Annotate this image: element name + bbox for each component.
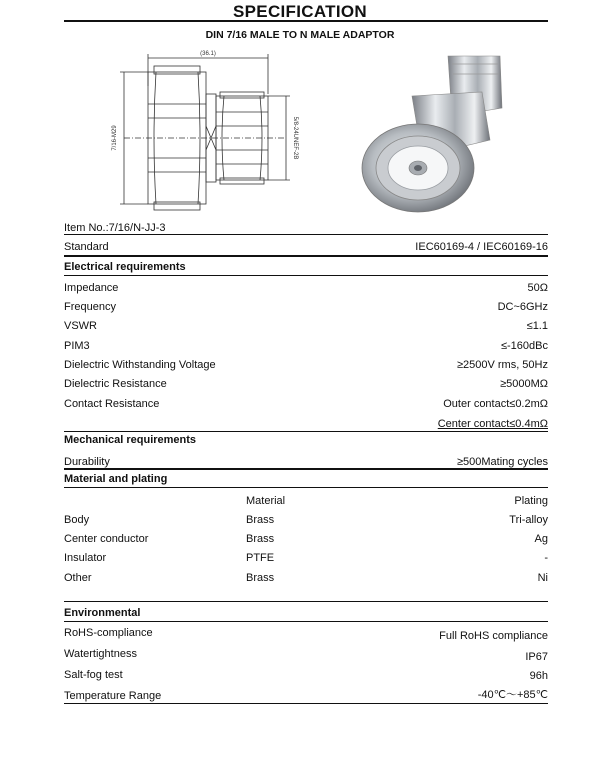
env-label: Watertightness: [64, 648, 137, 660]
material-part: Body: [64, 514, 90, 526]
drawing-dim-right: 5/8-24UNEF-2B: [292, 116, 298, 160]
divider: [64, 703, 548, 704]
env-label: RoHS-compliance: [64, 627, 153, 639]
material-value: Brass: [246, 572, 275, 584]
env-value: -40℃～+85℃: [477, 689, 548, 701]
divider: [64, 431, 548, 432]
drawing-dim-left: 7/16-M29: [112, 125, 118, 151]
env-value: Full RoHS compliance: [439, 630, 548, 642]
divider: [64, 487, 548, 488]
material-value: Brass: [246, 514, 275, 526]
spec-label: Impedance: [64, 282, 119, 294]
spec-label: Contact Resistance: [64, 398, 160, 410]
divider: [64, 621, 548, 622]
plating-value: Tri-alloy: [509, 514, 548, 526]
durability-value: ≥500Mating cycles: [456, 456, 548, 468]
standard-label: Standard: [64, 241, 109, 253]
material-value: Brass: [246, 533, 275, 545]
item-number: Item No.:7/16/N-JJ-3: [64, 222, 166, 234]
material-value: PTFE: [246, 552, 275, 564]
divider: [64, 275, 548, 276]
spec-value: ≤-160dBc: [500, 340, 548, 352]
material-part: Other: [64, 572, 92, 584]
spec-label: Dielectric Withstanding Voltage: [64, 359, 216, 371]
product-photo: [352, 44, 514, 214]
material-part: Center conductor: [64, 533, 149, 545]
divider: [64, 601, 548, 602]
durability-label: Durability: [64, 456, 110, 468]
material-column-header: Material: [246, 495, 286, 507]
plating-column-header: Plating: [514, 495, 548, 507]
spec-value: Outer contact≤0.2mΩ: [443, 398, 548, 410]
drawing-dim-top: (36.1): [200, 51, 216, 57]
plating-value: -: [544, 552, 548, 564]
product-subtitle: DIN 7/16 MALE TO N MALE ADAPTOR: [205, 29, 395, 41]
environmental-heading: Environmental: [64, 607, 141, 619]
spec-label: PIM3: [64, 340, 90, 352]
plating-value: Ag: [534, 533, 548, 545]
material-part: Insulator: [64, 552, 107, 564]
spec-label: Frequency: [64, 301, 116, 313]
technical-drawing: [104, 46, 304, 216]
env-value: 96h: [529, 670, 548, 682]
title-divider: [64, 20, 548, 22]
spec-value: ≥2500V rms, 50Hz: [456, 359, 548, 371]
spec-value: DC~6GHz: [497, 301, 548, 313]
mechanical-heading: Mechanical requirements: [64, 434, 197, 446]
spec-value: ≤1.1: [526, 320, 548, 332]
page-title: SPECIFICATION: [233, 2, 367, 21]
material-heading: Material and plating: [64, 473, 168, 485]
divider: [64, 468, 548, 470]
divider: [64, 255, 548, 257]
standard-value: IEC60169-4 / IEC60169-16: [415, 241, 548, 253]
spec-label: Dielectric Resistance: [64, 378, 167, 390]
plating-value: Ni: [537, 572, 548, 584]
spec-value: ≥5000MΩ: [500, 378, 548, 390]
divider: [64, 234, 548, 235]
env-label: Temperature Range: [64, 690, 162, 702]
spec-value: 50Ω: [527, 282, 548, 294]
env-label: Salt-fog test: [64, 669, 123, 681]
spec-label: VSWR: [64, 320, 97, 332]
spec-value-center-contact: Center contact≤0.4mΩ: [437, 418, 548, 430]
env-value: IP67: [525, 651, 548, 663]
electrical-heading: Electrical requirements: [64, 261, 186, 273]
